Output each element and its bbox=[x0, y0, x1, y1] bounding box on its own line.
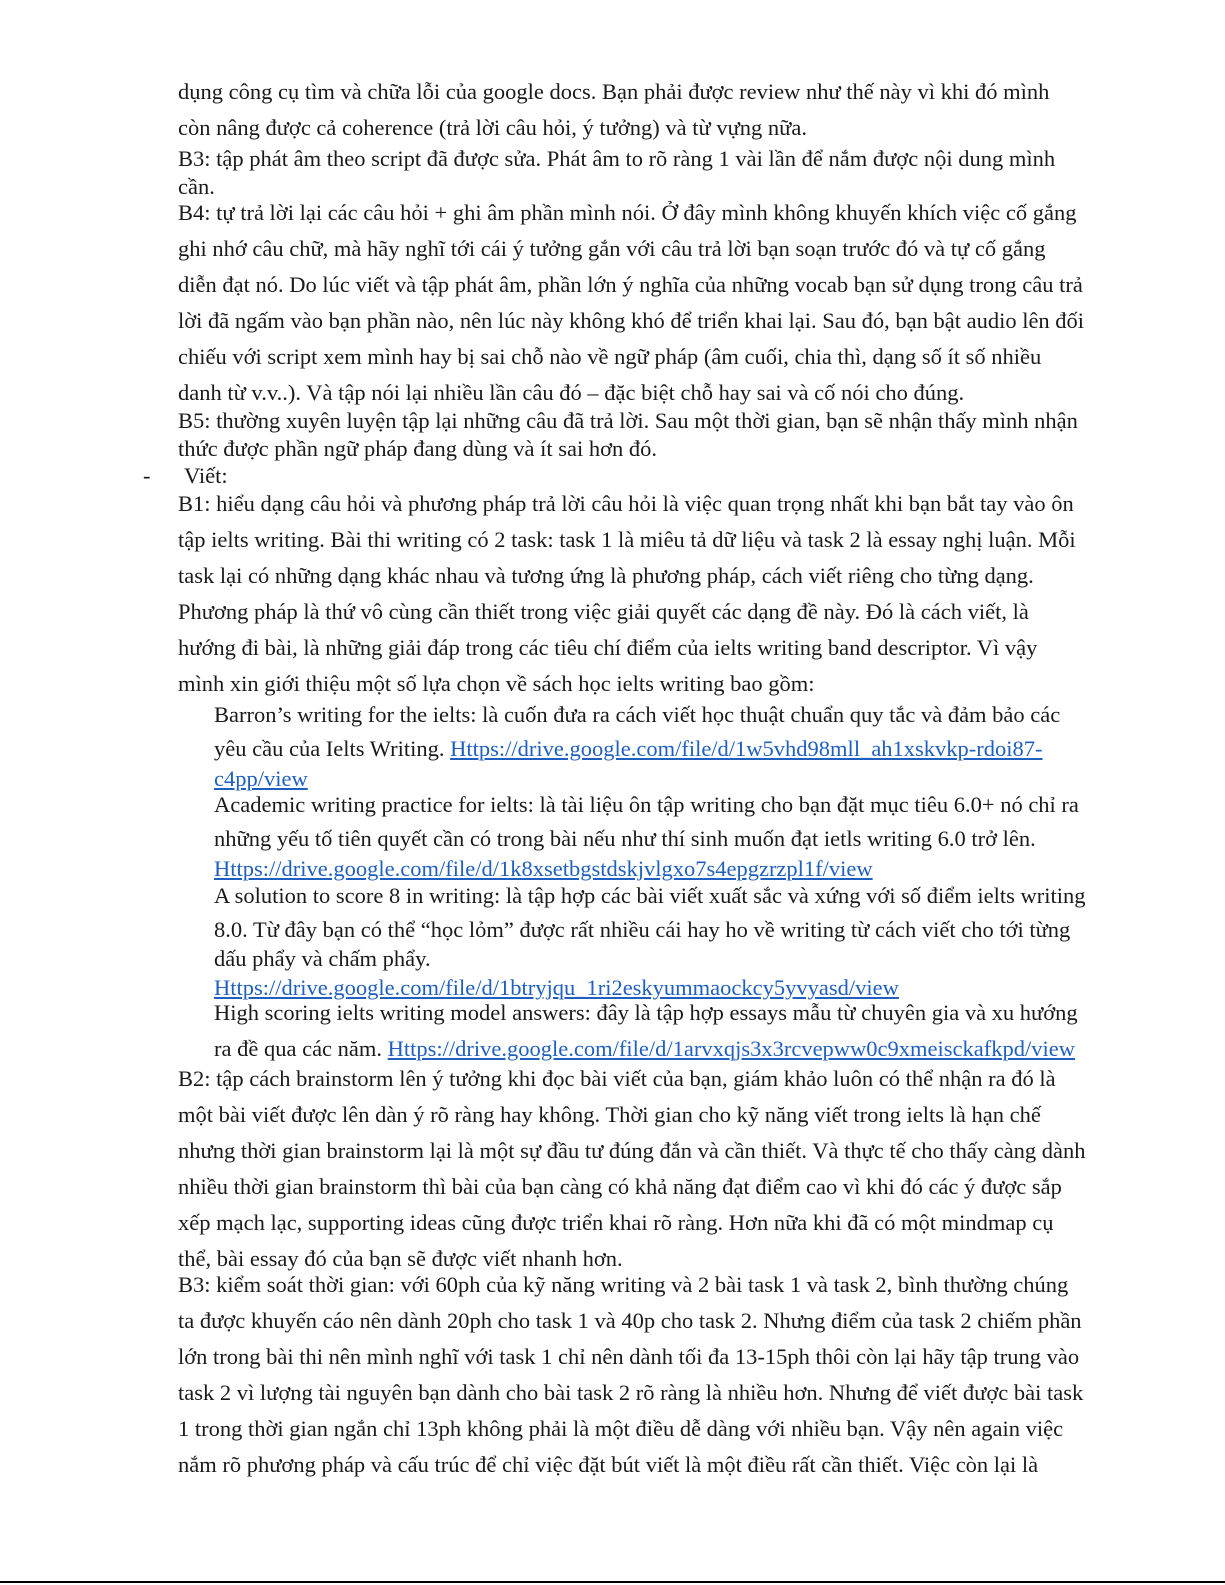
drive-link[interactable]: Https://drive.google.com/file/d/1btryjqu_1ri2eskyummaockcy5yvyasd/view bbox=[214, 975, 899, 1000]
book-item-academic-writing bbox=[214, 791, 1144, 883]
book-item-barrons bbox=[214, 701, 1144, 793]
book-item-high-scoring bbox=[214, 999, 1144, 1063]
text-line: thức được phần ngữ pháp đang dùng và ít sai hơn đó. bbox=[178, 436, 658, 461]
text-line: lớn trong bài thi nên mình nghĩ với task 1 chỉ nên dành tối đa 13-15ph thôi còn lại hãy tập trung vào bbox=[178, 1344, 1080, 1369]
writing-step-b1 bbox=[178, 490, 1143, 698]
text-line: B4: tự trả lời lại các câu hỏi + ghi âm phần mình nói. Ở đây mình không khuyến khích việc cố gắng bbox=[178, 200, 1077, 225]
text-line: thể, bài essay đó của bạn sẽ được viết nhanh hơn. bbox=[178, 1246, 623, 1271]
text-line: B1: hiểu dạng câu hỏi và phương pháp trả lời câu hỏi là việc quan trọng nhất khi bạn bắt tay vào ôn bbox=[178, 491, 1074, 516]
text-line: còn nâng được cả coherence (trả lời câu hỏi, ý tưởng) và từ vựng nữa. bbox=[178, 115, 807, 140]
book-item-solution-score-8 bbox=[214, 882, 1144, 1002]
text-line: dụng công cụ tìm và chữa lỗi của google docs. Bạn phải được review như thế này vì khi đó mình bbox=[178, 79, 1050, 104]
text-line: cần. bbox=[178, 174, 215, 199]
book-description: Academic writing practice for ielts: là tài liệu ôn tập writing cho bạn đặt mục tiêu 6.0+ nó chỉ ra bbox=[214, 792, 1079, 817]
book-description: yêu cầu của Ielts Writing. bbox=[214, 736, 451, 761]
book-description: những yếu tố tiên quyết cần có trong bài nếu như thí sinh muốn đạt ietls writing 6.0 trở lên. bbox=[214, 826, 1036, 851]
text-line: task 2 vì lượng tài nguyên bạn dành cho bài task 2 rõ ràng là nhiều hơn. Nhưng để viết được bài task bbox=[178, 1380, 1084, 1405]
text-line: nắm rõ phương pháp và cấu trúc để chỉ việc đặt bút viết là một điều rất cần thiết. Việc còn lại là bbox=[178, 1452, 1039, 1477]
speaking-step-b4 bbox=[178, 199, 1143, 407]
text-line: hướng đi bài, là những giải đáp trong các tiêu chí điểm của ielts writing band descriptor. Vì vậy bbox=[178, 635, 1038, 660]
text-line: chiếu với script xem mình hay bị sai chỗ nào về ngữ pháp (âm cuối, chia thì, dạng số ít số nhiều bbox=[178, 344, 1042, 369]
text-line: B5: thường xuyên luyện tập lại những câu đã trả lời. Sau một thời gian, bạn sẽ nhận thấy mình nhận bbox=[178, 408, 1078, 433]
text-line: mình xin giới thiệu một số lựa chọn về sách học ielts writing bao gồm: bbox=[178, 671, 815, 696]
text-line: B2: tập cách brainstorm lên ý tưởng khi đọc bài viết của bạn, giám khảo luôn có thể nhận ra đó là bbox=[178, 1066, 1056, 1091]
book-description: 8.0. Từ đây bạn có thể “học lỏm” được rất nhiều cái hay ho về writing từ cách viết cho tới từng bbox=[214, 917, 1071, 942]
book-description: dấu phẩy và chấm phẩy. bbox=[214, 946, 431, 971]
review-paragraph bbox=[178, 78, 1143, 142]
text-line: 1 trong thời gian ngắn chỉ 13ph không phải là một điều dễ dàng với nhiều bạn. Vậy nên again việc bbox=[178, 1416, 1064, 1441]
writing-heading: Viết: bbox=[184, 463, 228, 488]
text-line: lời đã ngấm vào bạn phần nào, nên lúc này không khó để triển khai lại. Sau đó, bạn bật audio lên đối bbox=[178, 308, 1085, 333]
book-description: Barron’s writing for the ielts: là cuốn đưa ra cách viết học thuật chuẩn quy tắc và đảm bảo các bbox=[214, 702, 1061, 727]
text-line: ghi nhớ câu chữ, mà hãy nghĩ tới cái ý tưởng gắn với câu trả lời bạn soạn trước đó và tự cố gắng bbox=[178, 236, 1046, 261]
list-bullet: - bbox=[143, 463, 151, 488]
text-line: B3: tập phát âm theo script đã được sửa. Phát âm to rõ ràng 1 vài lần để nắm được nội dung mình bbox=[178, 146, 1056, 171]
text-line: tập ielts writing. Bài thi writing có 2 task: task 1 là miêu tả dữ liệu và task 2 là essay nghị luận. Mỗi bbox=[178, 527, 1076, 552]
text-line: nhưng thời gian brainstorm lại là một sự đầu tư đúng đắn và cần thiết. Và thực tế cho thấy càng dành bbox=[178, 1138, 1086, 1163]
writing-step-b2 bbox=[178, 1065, 1143, 1273]
text-line: ta được khuyến cáo nên dành 20ph cho task 1 và 40p cho task 2. Nhưng điểm của task 2 chiếm phần bbox=[178, 1308, 1082, 1333]
text-line: danh từ v.v..). Và tập nói lại nhiều lần câu đó – đặc biệt chỗ hay sai và cố nói cho đúng. bbox=[178, 380, 965, 405]
book-description: A solution to score 8 in writing: là tập hợp các bài viết xuất sắc và xứng với số điểm ielts writing bbox=[214, 883, 1086, 908]
speaking-step-b3 bbox=[178, 145, 1143, 201]
book-description: High scoring ielts writing model answers: đây là tập hợp essays mẫu từ chuyên gia và xu hướng bbox=[214, 1000, 1078, 1025]
text-line: diễn đạt nó. Do lúc viết và tập phát âm, phần lớn ý nghĩa của những vocab bạn sử dụng trong câu trả bbox=[178, 272, 1083, 297]
writing-step-b3 bbox=[178, 1271, 1143, 1479]
text-line: Phương pháp là thứ vô cùng cần thiết trong việc giải quyết các dạng đề này. Đó là cách viết, là bbox=[178, 599, 1029, 624]
page-bottom-border bbox=[0, 1581, 1225, 1583]
drive-link[interactable]: Https://drive.google.com/file/d/1w5vhd98mll_ah1xskvkp-rdoi87- bbox=[450, 736, 1043, 761]
book-description: ra đề qua các năm. bbox=[214, 1036, 388, 1061]
text-line: xếp mạch lạc, supporting ideas cũng được triển khai rõ ràng. Hơn nữa khi đã có một mindmap cụ bbox=[178, 1210, 1054, 1235]
drive-link[interactable]: c4pp/view bbox=[214, 766, 308, 791]
drive-link[interactable]: Https://drive.google.com/file/d/1k8xsetbgstdskjvlgxo7s4epgzrzpl1f/view bbox=[214, 856, 873, 881]
speaking-step-b5 bbox=[178, 407, 1143, 463]
drive-link[interactable]: Https://drive.google.com/file/d/1arvxqjs3x3rcvepww0c9xmeisckafkpd/view bbox=[387, 1036, 1075, 1061]
text-line: nhiều thời gian brainstorm thì bài của bạn càng có khả năng đạt điểm cao vì khi đó các ý được sắp bbox=[178, 1174, 1062, 1199]
text-line: task lại có những dạng khác nhau và tương ứng là phương pháp, cách viết riêng cho từng dạng. bbox=[178, 563, 1034, 588]
text-line: một bài viết được lên dàn ý rõ ràng hay không. Thời gian cho kỹ năng viết trong ielts là hạn chế bbox=[178, 1102, 1041, 1127]
text-line: B3: kiểm soát thời gian: với 60ph của kỹ năng writing và 2 bài task 1 và task 2, bình thường chúng bbox=[178, 1272, 1069, 1297]
